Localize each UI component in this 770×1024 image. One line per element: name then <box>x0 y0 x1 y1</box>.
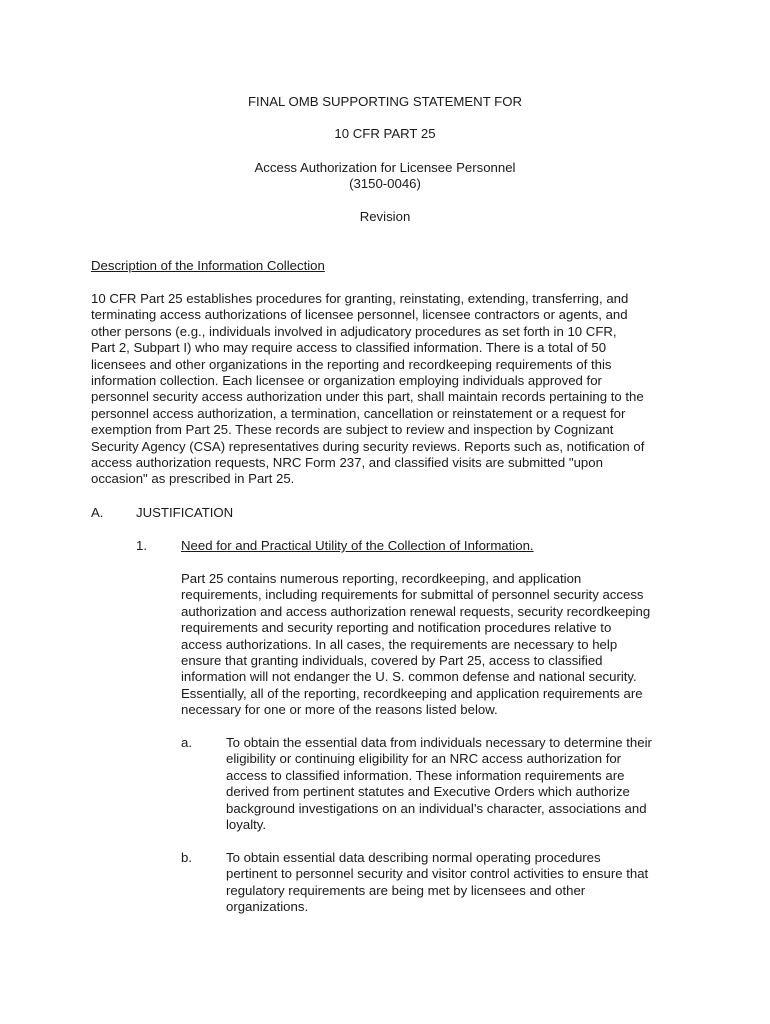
description-heading: Description of the Information Collection <box>91 258 325 273</box>
paragraph-line: Essentially, all of the reporting, recordkeeping and application requirements are <box>181 685 643 701</box>
paragraph-line: occasion" as prescribed in Part 25. <box>91 471 295 487</box>
item-1-title: Need for and Practical Utility of the Collection of Information. <box>181 538 534 553</box>
paragraph-line: eligibility or continuing eligibility for an NRC access authorization for <box>226 751 622 767</box>
item-b-paragraph <box>226 850 696 916</box>
paragraph-line: information collection. Each licensee or organization employing individuals approved for <box>91 373 602 389</box>
item-a-label: a. <box>181 735 192 750</box>
paragraph-line: loyalty. <box>226 817 267 833</box>
omb-number: (3150-0046) <box>349 176 421 191</box>
title-line-1: FINAL OMB SUPPORTING STATEMENT FOR <box>247 94 523 109</box>
paragraph-line: other persons (e.g., individuals involved in adjudicatory procedures as set forth in 10 CFR, <box>91 323 617 339</box>
paragraph-line: ensure that granting individuals, covered by Part 25, access to classified <box>181 653 603 669</box>
paragraph-line: access authorizations. In all cases, the requirements are necessary to help <box>181 636 618 652</box>
paragraph-line: exemption from Part 25. These records are subject to review and inspection by Cognizant <box>91 422 614 438</box>
title-line-2: 10 CFR PART 25 <box>334 126 436 141</box>
item-b-label: b. <box>181 850 192 865</box>
paragraph-line: necessary for one or more of the reasons listed below. <box>181 702 498 718</box>
paragraph-line: requirements and security reporting and notification procedures relative to <box>181 620 612 636</box>
paragraph-line: personnel security access authorization under this part, shall maintain records pertaining to the <box>91 389 644 405</box>
paragraph-line: background investigations on an individual’s character, associations and <box>226 800 647 816</box>
section-a-title: JUSTIFICATION <box>136 505 234 520</box>
paragraph-line: organizations. <box>226 899 309 915</box>
paragraph-line: To obtain essential data describing normal operating procedures <box>226 850 601 865</box>
section-a-label: A. <box>91 505 104 520</box>
item-a-paragraph <box>226 735 696 833</box>
paragraph-line: authorization and access authorization renewal requests, security recordkeeping <box>181 603 651 619</box>
description-paragraph <box>91 291 691 488</box>
paragraph-line: access to classified information. These information requirements are <box>226 767 625 783</box>
paragraph-line: To obtain the essential data from individuals necessary to determine their <box>226 735 652 750</box>
item-1-number: 1. <box>136 538 147 553</box>
paragraph-line: derived from pertinent statutes and Executive Orders which authorize <box>226 784 630 800</box>
paragraph-line: Part 25 contains numerous reporting, recordkeeping, and application <box>181 571 582 586</box>
paragraph-line: regulatory requirements are being met by licensees and other <box>226 882 586 898</box>
paragraph-line: information will not endanger the U. S. common defense and national security. <box>181 669 637 685</box>
paragraph-line: personnel access authorization, a termination, cancellation or reinstatement or a request for <box>91 405 626 421</box>
paragraph-line: Security Agency (CSA) representatives during security reviews. Reports such as, notification of <box>91 438 645 454</box>
item-1-paragraph <box>181 571 701 719</box>
paragraph-line: Part 2, Subpart I) who may require access to classified information. There is a total of 50 <box>91 340 607 356</box>
paragraph-line: licensees and other organizations in the reporting and recordkeeping requirements of this <box>91 356 612 372</box>
subtitle: Access Authorization for Licensee Personnel <box>254 160 516 175</box>
paragraph-line: pertinent to personnel security and visitor control activities to ensure that <box>226 866 649 882</box>
paragraph-line: access authorization requests, NRC Form 237, and classified visits are submitted "upon <box>91 455 603 471</box>
paragraph-line: 10 CFR Part 25 establishes procedures for granting, reinstating, extending, transferring, and <box>91 291 629 306</box>
paragraph-line: requirements, including requirements for submittal of personnel security access <box>181 587 644 603</box>
revision-label: Revision <box>359 209 411 224</box>
paragraph-line: terminating access authorizations of licensee personnel, licensee contractors or agents, and <box>91 307 628 323</box>
